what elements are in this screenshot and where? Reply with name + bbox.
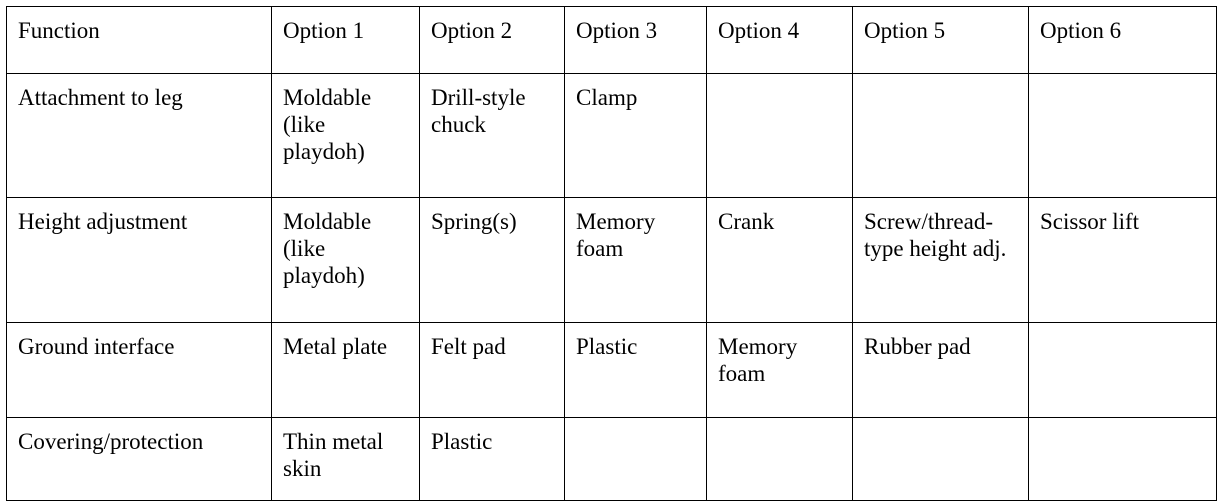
option-cell xyxy=(853,198,1029,323)
header-option-5 xyxy=(853,7,1029,74)
header-function xyxy=(7,7,272,74)
option-cell xyxy=(1029,418,1217,501)
option-cell xyxy=(565,418,707,501)
morphological-chart-table xyxy=(6,6,1217,501)
option-text: Scissor lift xyxy=(1040,209,1140,234)
option-cell xyxy=(1029,198,1217,323)
option-cell xyxy=(420,323,565,418)
header-option-5-text: Option 5 xyxy=(864,18,946,43)
option-cell xyxy=(420,74,565,198)
option-text: Rubber pad xyxy=(864,334,971,359)
option-cell xyxy=(853,418,1029,501)
option-text: Spring(s) xyxy=(431,209,517,234)
option-text: Plastic xyxy=(431,429,493,454)
header-option-4-text: Option 4 xyxy=(718,18,800,43)
table-row xyxy=(7,74,1217,198)
option-text: Crank xyxy=(718,209,775,234)
option-cell xyxy=(565,198,707,323)
table-row xyxy=(7,198,1217,323)
function-label: Ground interface xyxy=(18,334,175,359)
option-text: Moldable (like playdoh) xyxy=(283,85,372,164)
header-option-1-text: Option 1 xyxy=(283,18,365,43)
header-option-6 xyxy=(1029,7,1217,74)
function-cell xyxy=(7,323,272,418)
function-cell xyxy=(7,74,272,198)
option-cell xyxy=(565,323,707,418)
function-label: Height adjustment xyxy=(18,209,188,234)
header-option-1 xyxy=(272,7,420,74)
option-cell xyxy=(272,198,420,323)
option-text: Moldable (like playdoh) xyxy=(283,209,372,288)
option-cell xyxy=(853,74,1029,198)
option-cell xyxy=(707,74,853,198)
option-cell xyxy=(420,418,565,501)
option-text: Plastic xyxy=(576,334,638,359)
table-row xyxy=(7,418,1217,501)
header-row xyxy=(7,7,1217,74)
option-text: Memory foam xyxy=(718,334,798,386)
option-cell xyxy=(272,418,420,501)
option-cell xyxy=(707,198,853,323)
option-text: Drill-style chuck xyxy=(431,85,526,137)
function-label: Attachment to leg xyxy=(18,85,183,110)
header-function-text: Function xyxy=(18,18,100,43)
header-option-2-text: Option 2 xyxy=(431,18,513,43)
option-text: Memory foam xyxy=(576,209,656,261)
option-cell xyxy=(272,74,420,198)
option-cell xyxy=(853,323,1029,418)
function-cell xyxy=(7,418,272,501)
option-text: Felt pad xyxy=(431,334,506,359)
option-cell xyxy=(565,74,707,198)
option-text: Screw/thread-type height adj. xyxy=(864,209,1007,261)
option-cell xyxy=(1029,74,1217,198)
header-option-2 xyxy=(420,7,565,74)
function-cell xyxy=(7,198,272,323)
option-cell xyxy=(707,418,853,501)
option-cell xyxy=(420,198,565,323)
option-cell xyxy=(272,323,420,418)
option-cell xyxy=(707,323,853,418)
option-cell xyxy=(1029,323,1217,418)
table-row xyxy=(7,323,1217,418)
option-text: Clamp xyxy=(576,85,638,110)
header-option-4 xyxy=(707,7,853,74)
function-label: Covering/protection xyxy=(18,429,204,454)
option-text: Thin metal skin xyxy=(283,429,384,481)
header-option-3 xyxy=(565,7,707,74)
option-text: Metal plate xyxy=(283,334,388,359)
header-option-3-text: Option 3 xyxy=(576,18,658,43)
header-option-6-text: Option 6 xyxy=(1040,18,1122,43)
